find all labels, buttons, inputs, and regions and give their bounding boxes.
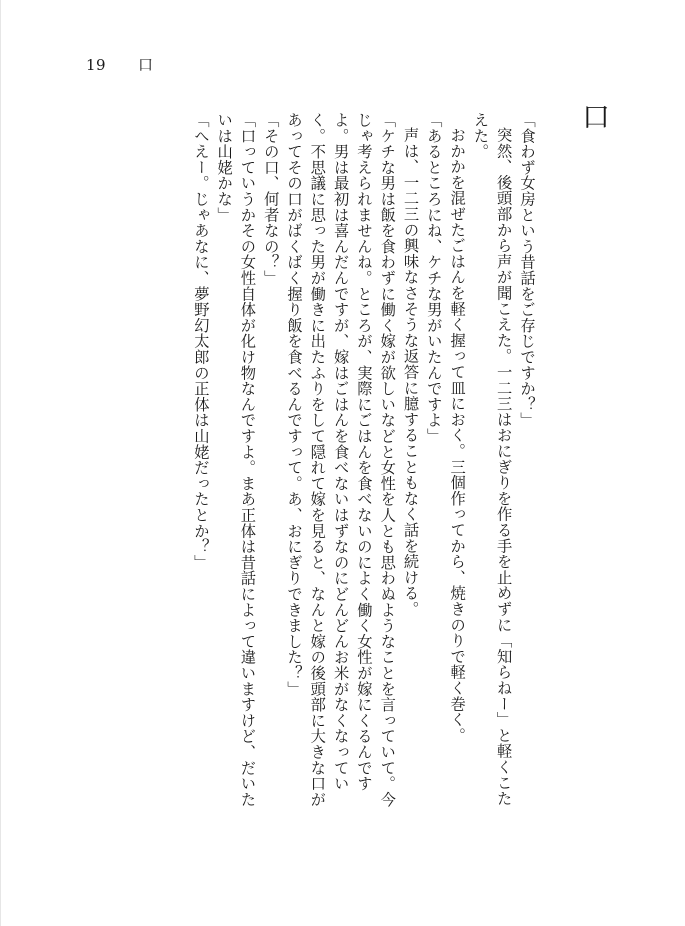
paragraph: 「ケチな男は飯を食わずに働く嫁が欲しいなどと女性を人とも思わぬようなことを言っていて。今じゃ考えられませんね。ところが、実際にごはんを食べないのによく働く女性が嫁にくるんですよ。男は最初は喜んだんですが、嫁はごはんを食べないはずなのにどんどんお米がなくなっていく。不思議に思った男が働きに出たふりをして隠れて嫁を見ると、なんと嫁の後頭部に大きな口があってその口がばくばく握り飯を食べるんですって。あ、おにぎりできました？」 [285, 112, 397, 808]
paragraph: 「その口、何者なの？」 [261, 112, 280, 286]
paragraph: 「あるところにね、ケチな男がいたんですよ」 [424, 112, 443, 444]
body-text [118, 112, 538, 812]
paragraph: 声は、一二三の興味なさそうな返答に臆することもなく話を続ける。 [401, 127, 420, 618]
chapter-title: 口 [578, 102, 611, 130]
paragraph: 「食わず女房という昔話をご存じですか？」 [518, 112, 536, 428]
running-header [86, 56, 154, 74]
running-title: 口 [138, 56, 154, 74]
page-number: 19 [86, 56, 107, 74]
paragraph: 突然、後頭部から声が聞こえた。一二三はおにぎりを作る手を止めずに「知らねー」と軽くこたえた。 [471, 112, 513, 807]
paragraph: 「へえー。じゃあなに、夢野幻太郎の正体は山姥だったとか？」 [191, 112, 210, 571]
paragraph: 「口っていうかその女性自体が化け物なんですよ。まあ正体は昔話によって違いますけど、だいたいは山姥かな」 [215, 112, 257, 808]
paragraph: おかかを混ぜたごはんを軽く握って皿におく。三個作ってから、焼きのりで軽く巻く。 [448, 127, 467, 744]
page-edge [0, 0, 1, 926]
